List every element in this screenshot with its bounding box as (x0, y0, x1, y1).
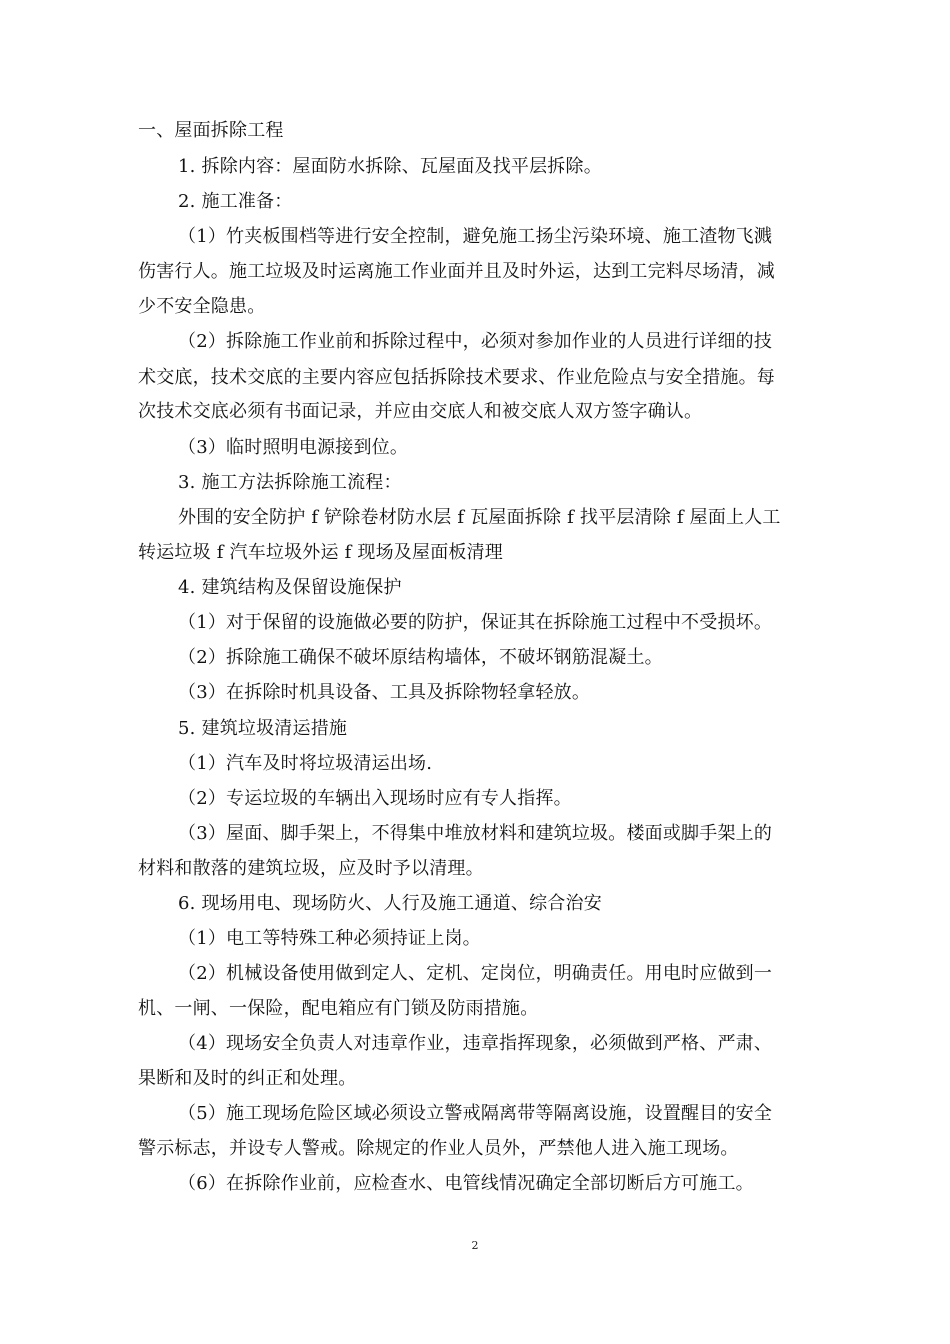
text-line: 果断和及时的纠正和处理。 (138, 1068, 357, 1089)
text-line: 6. 现场用电、现场防火、人行及施工通道、综合治安 (178, 893, 602, 914)
text-line: （2）机械设备使用做到定人、定机、定岗位，明确责任。用电时应做到一 (178, 963, 773, 984)
text-line: 2. 施工准备： (178, 191, 293, 212)
text-line: 转运垃圾 f 汽车垃圾外运 f 现场及屋面板清理 (138, 542, 504, 563)
text-line: 次技术交底必须有书面记录，并应由交底人和被交底人双方签字确认。 (138, 401, 703, 422)
text-line: （3）在拆除时机具设备、工具及拆除物轻拿轻放。 (178, 682, 591, 703)
text-line: （1）汽车及时将垃圾清运出场. (178, 753, 433, 774)
text-line: 少不安全隐患。 (138, 296, 266, 317)
text-line: （2）专运垃圾的车辆出入现场时应有专人指挥。 (178, 788, 572, 809)
text-line: （5）施工现场危险区域必须设立警戒隔离带等隔离设施，设置醒目的安全 (178, 1103, 773, 1124)
section-heading: 一、屋面拆除工程 (138, 120, 284, 141)
text-line: （1）电工等特殊工种必须持证上岗。 (178, 928, 481, 949)
text-line: （4）现场安全负责人对违章作业，违章指挥现象，必须做到严格、严肃、 (178, 1033, 773, 1054)
text-line: （6）在拆除作业前，应检查水、电管线情况确定全部切断后方可施工。 (178, 1173, 754, 1194)
text-line: （1）对于保留的设施做必要的防护，保证其在拆除施工过程中不受损坏。 (178, 612, 773, 633)
text-line: 术交底，技术交底的主要内容应包括拆除技术要求、作业危险点与安全措施。每 (138, 367, 775, 388)
text-line: 外围的安全防护 f 铲除卷材防水层 f 瓦屋面拆除 f 找平层清除 f 屋面上人工 (178, 507, 781, 528)
text-line: 伤害行人。施工垃圾及时运离施工作业面并且及时外运，达到工完料尽场清，减 (138, 261, 775, 282)
page-number: 2 (471, 1239, 479, 1252)
text-line: （2）拆除施工作业前和拆除过程中，必须对参加作业的人员进行详细的技 (178, 331, 773, 352)
text-line: 1. 拆除内容：屋面防水拆除、瓦屋面及找平层拆除。 (178, 156, 602, 177)
text-line: （3）屋面、脚手架上，不得集中堆放材料和建筑垃圾。楼面或脚手架上的 (178, 823, 773, 844)
text-line: 5. 建筑垃圾清运措施 (178, 718, 348, 739)
text-line: 警示标志，并设专人警戒。除规定的作业人员外，严禁他人进入施工现场。 (138, 1138, 739, 1159)
text-line: 机、一闸、一保险，配电箱应有门锁及防雨措施。 (138, 998, 539, 1019)
text-line: （1）竹夹板围档等进行安全控制，避免施工扬尘污染环境、施工渣物飞溅 (178, 226, 773, 247)
text-line: 材料和散落的建筑垃圾，应及时予以清理。 (138, 858, 484, 879)
text-line: （2）拆除施工确保不破坏原结构墙体，不破坏钢筋混凝土。 (178, 647, 663, 668)
text-line: （3）临时照明电源接到位。 (178, 437, 409, 458)
text-line: 4. 建筑结构及保留设施保护 (178, 577, 402, 598)
text-line: 3. 施工方法拆除施工流程： (178, 472, 402, 493)
